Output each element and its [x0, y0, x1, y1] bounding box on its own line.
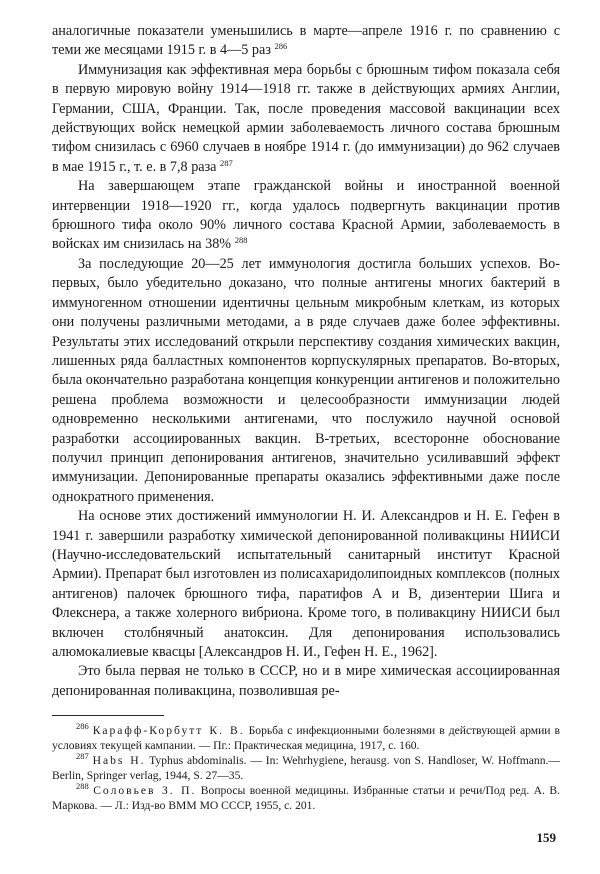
footnote-text: Вопросы военной медицины. Избранные статьи и речи/Под ред. А. В. Маркова. — Л.: Изд-во ВММ МО СССР, 1955, с. 201. [52, 784, 561, 813]
footnote-ref-287[interactable]: 287 [220, 157, 233, 168]
footnote-text: Typhus abdominalis. — In: Wehrhygiene, herausg. von S. Handloser, W. Hoffmann.—Berlin, Springer verlag, 1944, S. 27—35. [52, 754, 560, 783]
footnote-author: Соловьев З. П. [93, 784, 197, 798]
footnote-287 [52, 753, 560, 783]
footnote-286 [52, 723, 560, 753]
paragraph-1-text: аналогичные показатели уменьшились в марте—апреле 1916 г. по сравнению с теми же месяцами 1915 г. в 4—5 раз [52, 23, 560, 59]
paragraph-4: За последующие 20—25 лет иммунология достигла больших успехов. Во-первых, было убедительно доказано, что полные антигены многих бактерий в иммуногенном отношении идентичны цельным микробным клеткам, из которых они получены различными методами, а в ряде случаев даже более эффективны. Результаты этих исследований открыли перспективу создания химических вакцин, лишенных ряда балластных компонентов корпускулярных препаратов. Во-вторых, была окончательно разработана концепция конкуренции антигенов и положительно решена проблема возможности и целесообразности иммунизации людей одновременно несколькими антигенами, что послужило научной основой разработки ассоциированных вакцин. В-третьих, всесторонне обоснование получил принцип депонирования антигенов, значительно усиливавший эффект иммунизации. Депонированные препараты оказались эффективными даже после однократного применения. [52, 255, 560, 505]
footnote-288 [52, 783, 560, 813]
main-text [52, 22, 560, 701]
page-body [52, 22, 560, 813]
page-number: 159 [536, 830, 556, 845]
footnote-ref-288[interactable]: 288 [234, 235, 248, 246]
footnote-text: Борьба с инфекционными болезнями в действующей армии в условиях текущей кампании. — Пг.: Практическая медицина, 1917, с. 160. [52, 724, 560, 753]
paragraph-1 [52, 22, 560, 61]
footnote-divider [52, 715, 164, 716]
footnote-author: Карафф-Корбутт К. В. [92, 724, 245, 738]
paragraph-2-text: Иммунизация как эффективная мера борьбы с брюшным тифом показала себя в первую мировую войну 1914—1918 гг. также в действующих армиях Англии, Германии, США, Франции. Так, после проведения массовой вакцинации всех действующих войск немецкой армии заболеваемость личного состава брюшным тифом снизилась с 6960 случаев в ноябре 1914 г. (до иммунизации) до 962 случаев в мае 1915 г., т. е. в 7,8 раза [52, 61, 560, 175]
paragraph-3-text: На завершающем этапе гражданской войны и иностранной военной интервенции 1918—1920 гг., когда удалось подвергнуть вакцинации против брюшного тифа около 90% личного состава Красной Армии, заболеваемость в войсках им снизилась на 38% [52, 178, 560, 253]
footnote-number: 286 [76, 721, 89, 732]
paragraph-5: На основе этих достижений иммунологии Н. И. Александров и Н. Е. Гефен в 1941 г. завершили разработку химической депонированной поливакцины НИИСИ (Научно-исследовательский испытательный санитарный институт Красной Армии). Препарат был изготовлен из полисахаридолипоидных комплексов (полных антигенов) палочек брюшного тифа, паратифов А и В, дизентерии Шига и Флекснера, а также холерного вибриона. Кроме того, в поливакцину НИИСИ был включен столбнячный анатоксин. Для депонирования использовались алюмокалиевые квасцы [Александров Н. И., Гефен Н. Е., 1962]. [52, 508, 560, 660]
footnote-number: 288 [76, 781, 89, 792]
footnote-ref-286[interactable]: 286 [274, 41, 288, 52]
paragraph-3 [52, 177, 560, 255]
footnote-author: Habs H. [92, 754, 146, 768]
footnotes [52, 723, 560, 813]
paragraph-2 [52, 61, 560, 177]
footnote-number: 287 [76, 751, 89, 762]
paragraph-6: Это была первая не только в СССР, но и в мире химическая ассоциированная депонированная поливакцина, позволившая ре- [52, 663, 560, 699]
